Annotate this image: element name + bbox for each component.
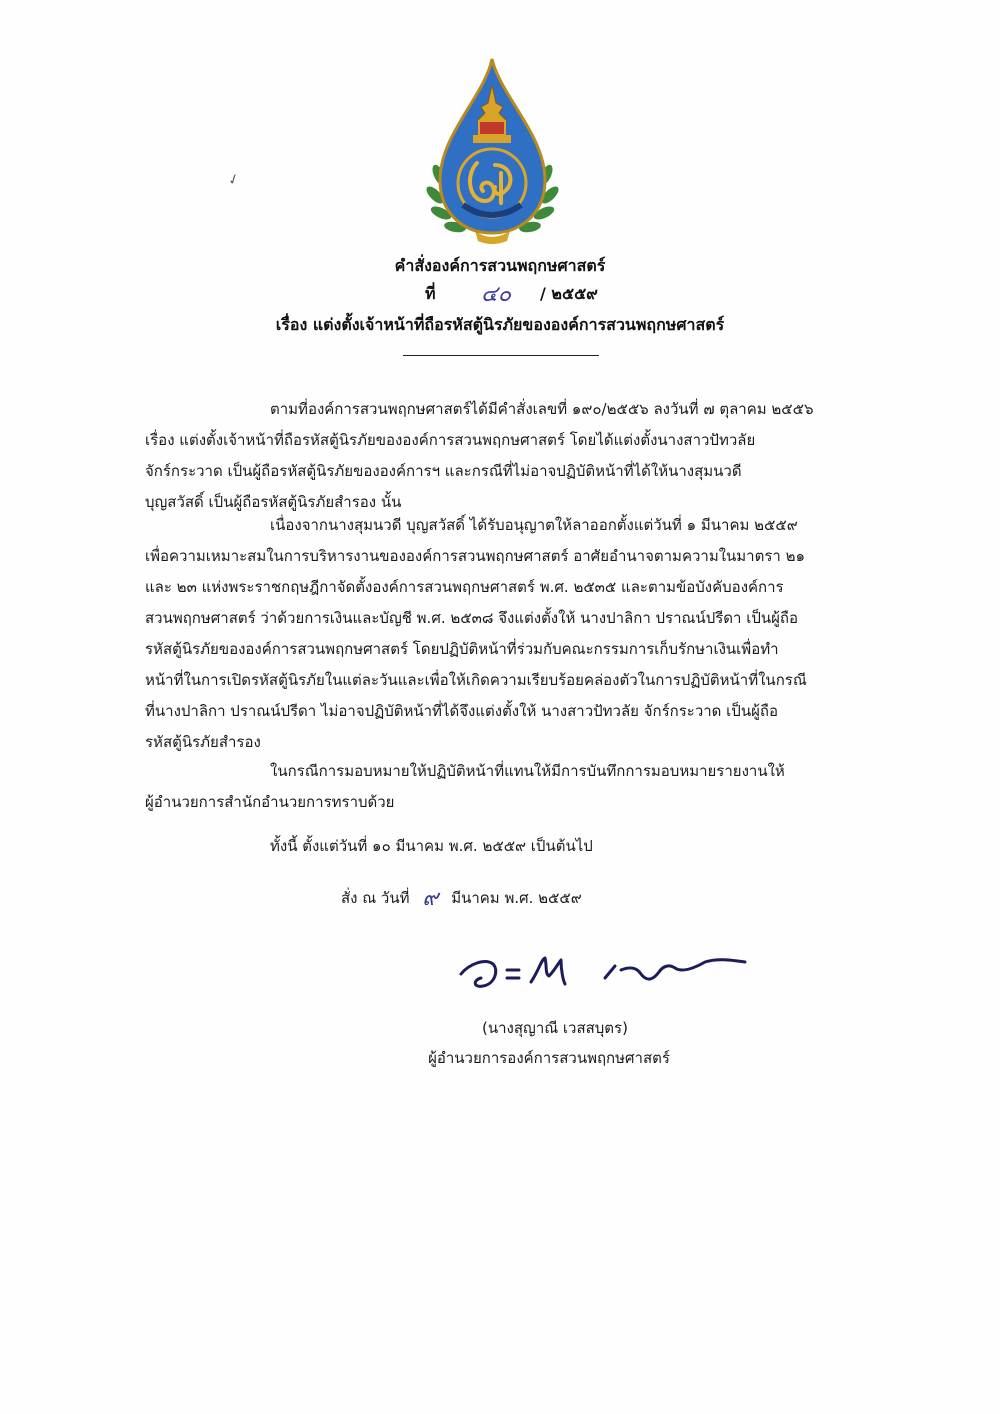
signatory-position: ผู้อำนวยการองค์การสวนพฤกษศาสตร์ bbox=[428, 1049, 670, 1067]
signing-date bbox=[341, 880, 582, 915]
paragraph-line: เรื่อง แต่งตั้งเจ้าหน้าที่ถือรหัสตู้นิรภัยขององค์การสวนพฤกษศาสตร์ โดยได้แต่งตั้งนางสาวปัทวลัย bbox=[145, 431, 756, 449]
signing-date-prefix: สั่ง ณ วันที่ bbox=[341, 889, 410, 907]
botanical-garden-emblem-icon bbox=[425, 55, 560, 245]
pen-mark: ✓ bbox=[225, 170, 243, 190]
header-divider bbox=[403, 355, 599, 356]
paragraph-line: สวนพฤกษศาสตร์ ว่าด้วยการเงินและบัญชี พ.ศ. ๒๕๓๘ จึงแต่งตั้งให้ นางปาลิกา ปราณน์ปรีดา เป็นผู้ถือ bbox=[145, 609, 798, 627]
paragraph-4 bbox=[145, 831, 855, 862]
signing-date-suffix: มีนาคม พ.ศ. ๒๕๕๙ bbox=[451, 889, 582, 907]
paragraph-line: เนื่องจากนางสุมนวดี บุญสวัสดิ์ ได้รับอนุญาตให้ลาออกตั้งแต่วันที่ ๑ มีนาคม ๒๕๕๙ bbox=[270, 516, 798, 534]
paragraph-2 bbox=[145, 510, 855, 758]
paragraph-line: เพื่อความเหมาะสมในการบริหารงานขององค์การสวนพฤกษศาสตร์ อาศัยอำนาจตามความในมาตรา ๒๑ bbox=[145, 547, 805, 565]
order-number-year: / ๒๕๕๙ bbox=[540, 284, 598, 303]
paragraph-3 bbox=[145, 756, 855, 818]
paragraph-1 bbox=[145, 394, 855, 518]
order-subject: เรื่อง แต่งตั้งเจ้าหน้าที่ถือรหัสตู้นิรภัยขององค์การสวนพฤกษศาสตร์ bbox=[275, 315, 725, 334]
paragraph-line: รหัสตู้นิรภัยสำรอง bbox=[145, 733, 261, 751]
order-number-handwritten: ๔๐ bbox=[481, 282, 512, 307]
order-number-label: ที่ bbox=[425, 284, 436, 303]
paragraph-line: ในกรณีการมอบหมายให้ปฏิบัติหน้าที่แทนให้มีการบันทึกการมอบหมายรายงานให้ bbox=[270, 762, 785, 780]
paragraph-line: ที่นางปาลิกา ปราณน์ปรีดา ไม่อาจปฏิบัติหน้าที่ได้จึงแต่งตั้งให้ นางสาวปัทวลัย จักร์กระวาด เป็นผู้ถือ bbox=[145, 702, 778, 720]
paragraph-line: รหัสตู้นิรภัยขององค์การสวนพฤกษศาสตร์ โดยปฏิบัติหน้าที่ร่วมกับคณะกรรมการเก็บรักษาเงินเพื่อทำ bbox=[145, 640, 779, 658]
paragraph-line: หน้าที่ในการเปิดรหัสตู้นิรภัยในแต่ละวันและเพื่อให้เกิดความเรียบร้อยคล่องตัวในการปฏิบัติหน้าที่ในกรณี bbox=[145, 671, 807, 689]
paragraph-line: ผู้อำนวยการสำนักอำนวยการทราบด้วย bbox=[145, 793, 395, 811]
signing-day-handwritten: ๙ bbox=[422, 886, 439, 911]
signature bbox=[455, 940, 755, 1000]
paragraph-line: และ ๒๓ แห่งพระราชกฤษฎีกาจัดตั้งองค์การสวนพฤกษศาสตร์ พ.ศ. ๒๕๓๕ และตามข้อบังคับองค์การ bbox=[145, 578, 784, 596]
paragraph-line: ทั้งนี้ ตั้งแต่วันที่ ๑๐ มีนาคม พ.ศ. ๒๕๕๙ เป็นต้นไป bbox=[270, 837, 593, 855]
order-title: คำสั่งองค์การสวนพฤกษศาสตร์ bbox=[394, 256, 606, 275]
paragraph-line: ตามที่องค์การสวนพฤกษศาสตร์ได้มีคำสั่งเลขที่ ๑๙๐/๒๕๕๖ ลงวันที่ ๗ ตุลาคม ๒๕๕๖ bbox=[270, 400, 814, 418]
paragraph-line: บุญสวัสดิ์ เป็นผู้ถือรหัสตู้นิรภัยสำรอง นั้น bbox=[145, 493, 402, 511]
paragraph-line: จักร์กระวาด เป็นผู้ถือรหัสตู้นิรภัยขององค์การฯ และกรณีที่ไม่อาจปฏิบัติหน้าที่ได้ให้นางสุมนวดี bbox=[145, 462, 742, 480]
signatory-name: (นางสุญาณี เวสสบุตร) bbox=[482, 1019, 628, 1037]
